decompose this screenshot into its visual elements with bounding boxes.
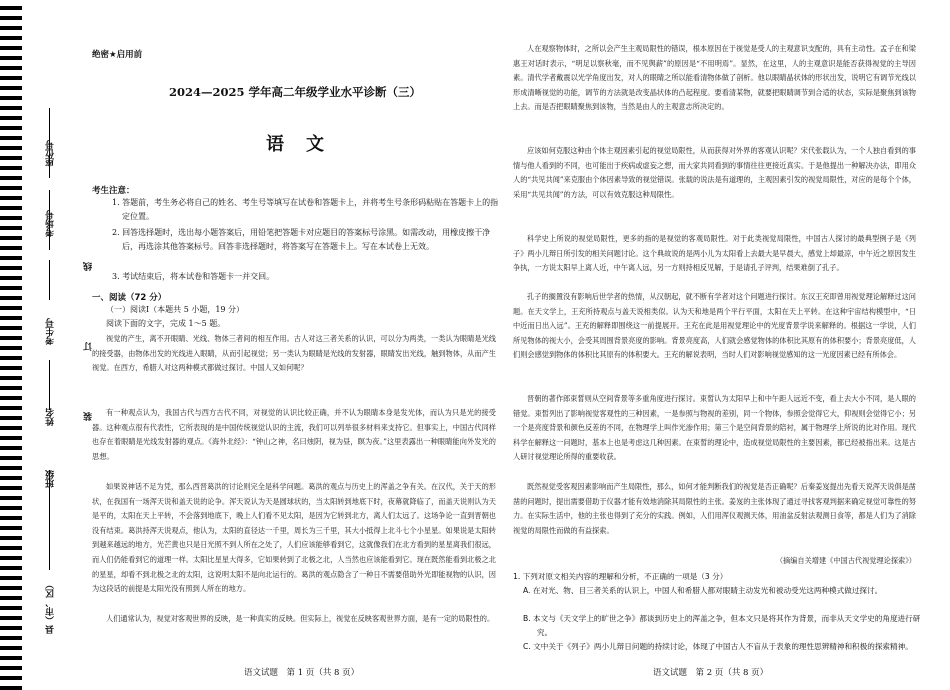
binding-stripe (0, 536, 22, 540)
binding-stripe (0, 436, 22, 440)
exam-title: 2024—2025 学年高二年级学业水平诊断（三） (168, 85, 421, 99)
binding-stripe (0, 346, 22, 350)
binding-stripe (0, 416, 22, 420)
binding-stripe (0, 576, 22, 580)
binding-stripe (0, 136, 22, 140)
section-heading: 一、阅读（72 分） (92, 293, 167, 303)
note-item: 2. 回答选择题时，选出每小题答案后，用铅笔把答题卡对应题目的答案标号涂黑。如需改动，用橡皮擦干净后，再选涂其他答案标号。回答非选择题时，将答案写在答题卡上。写在本试卷上无效。 (112, 228, 491, 251)
binding-stripe (0, 616, 22, 620)
binding-stripe (0, 426, 22, 430)
source-attribution: （摘编自关增建《中国古代视觉理论探索》） (775, 556, 916, 565)
option-b[interactable]: B. 本文与《天文学上的旷世之争》都谈到历史上的浑盖之争，但本文只是将其作为背景，而非从天文学史的角度进行研究。 (523, 614, 921, 637)
subject-title: 语文 (266, 134, 346, 155)
field-exam-id: 考生号 (46, 318, 56, 345)
binding-stripe (0, 306, 22, 310)
seal-mark-line: 线 (84, 262, 94, 271)
passage-paragraph: 视觉的产生，离不开眼睛、光线、物体三者间的相互作用。古人对这三者关系的认识，可以分为两类，一类认为眼睛是光线的接受器，由物体出发的光线进入眼睛，从而引起视觉；另一类认为眼睛是光线的发射器，眼睛发出光线，触到物体，从而产生视觉。在西方，希腊人对这两种模式都做过探讨。中国人又如何呢？ (92, 334, 496, 373)
binding-stripe (0, 526, 22, 530)
binding-stripe (0, 276, 22, 280)
binding-stripe (0, 666, 22, 670)
binding-stripe (0, 476, 22, 480)
binding-stripes (0, 0, 22, 688)
binding-stripe (0, 546, 22, 550)
binding-stripe (0, 456, 22, 460)
confidential-label: 绝密★启用前 (92, 50, 143, 60)
binding-stripe (0, 76, 22, 80)
binding-stripe (0, 356, 22, 360)
passage-paragraph: 有一种观点认为，我国古代与西方古代不同，对视觉的认识比较正确，并不认为眼睛本身是发光体，而认为只是光的接受器。这种观点很有代表性，它所表现的是中国传统视觉认识的主流，我们可以列举很多材料来支持它。但事实上，中国古代同样也存在着眼睛是光线发射器的观点。《海外北经》：“钟山之神，名曰烛阴，视为昼，瞑为夜。”这里表露出一种眼睛能向外发光的思想。 (92, 408, 496, 461)
passage-paragraph: 科学史上所说的视觉局限性，更多的指的是视觉的客观局限性。对于此类视觉局限性，中国古人探讨的最典型例子是《列子》两小儿辩日所引发的相关问题讨论。这个典故说的是两小儿为太阳看上去最大是早晨大，感觉上却最凉，中午近之原因发生争执，一方说太阳早上离人近，中午离人远，另一方则持相反见解，于是请孔子评判，结果难倒了孔子。 (513, 234, 916, 273)
binding-stripe (0, 196, 22, 200)
binding-stripe (0, 376, 22, 380)
binding-stripe (0, 186, 22, 190)
field-exam-room: 考场号 (46, 210, 56, 237)
page-footer: 语文试题 第 1 页（共 8 页） (244, 668, 360, 678)
binding-stripe (0, 506, 22, 510)
binding-stripe (0, 126, 22, 130)
binding-stripe (0, 36, 22, 40)
binding-stripe (0, 6, 22, 10)
binding-stripe (0, 146, 22, 150)
option-c[interactable]: C. 文中关于《列子》两小儿辩日问题的持续讨论，体现了中国古人不盲从于表象的理性思辨精神和积极的探索精神。 (523, 642, 913, 651)
question-stem: 1. 下列对原文相关内容的理解和分析，不正确的一项是（3 分） (513, 572, 728, 581)
option-a[interactable]: A. 在对光、物、目三者关系的认识上，中国人和希腊人都对眼睛主动发光和被动受光这两种模式做过探讨。 (523, 586, 883, 595)
binding-stripe (0, 596, 22, 600)
seal-mark-bind: 订 (84, 342, 94, 351)
binding-stripe (0, 406, 22, 410)
right-column (513, 0, 921, 688)
binding-stripe (0, 216, 22, 220)
binding-stripe (0, 56, 22, 60)
binding-stripe (0, 606, 22, 610)
binding-stripe (0, 296, 22, 300)
binding-stripe (0, 236, 22, 240)
binding-stripe (0, 566, 22, 570)
binding-stripe (0, 676, 22, 680)
binding-stripe (0, 516, 22, 520)
note-item: 1. 答题前，考生务必将自己的姓名、考生号等填写在试卷和答题卡上，并将考生号条形码粘贴在答题卡上的指定位置。 (112, 198, 499, 221)
field-seat-number: 座位号 (46, 140, 56, 167)
binding-line (49, 520, 50, 570)
binding-stripe (0, 466, 22, 470)
field-name: 姓名 (46, 408, 56, 426)
passage-paragraph: 人在观察物体时，之所以会产生主观局限性的错误，根本原因在于视觉是受人的主观意识支配的，具有主动性。孟子在和梁惠王对话时表示，“明足以察秋毫，而不见舆薪”的原因是“不用明焉”。显然，在这里，人的主观意识是能否获得视觉的主导因素。清代学者戴震以光学角度出发，对人的眼睛之所以能看清物体做了剖析。他以眼睛晶状体的形状出发，说明它有调节光线以形成清晰视觉的功能，调节的方法就是改变晶状体的凸起程度。要看清某物，就要把眼睛调节到合适的状态，实际是聚焦到该物上去。而是否把眼睛聚焦到该物，当然是由人的主观意志所决定的。 (513, 44, 916, 112)
binding-stripe (0, 286, 22, 290)
field-county: 县（市、区） (46, 580, 56, 634)
binding-stripe (0, 86, 22, 90)
binding-stripe (0, 686, 22, 690)
page-footer: 语文试题 第 2 页（共 8 页） (653, 668, 769, 678)
seal-mark-pack: 装 (84, 412, 94, 421)
binding-stripe (0, 206, 22, 210)
binding-stripe (0, 46, 22, 50)
binding-stripe (0, 636, 22, 640)
binding-line (49, 360, 50, 410)
subsection-heading: （一）阅读Ⅰ（本题共 5 小题，19 分） (106, 305, 245, 314)
note-item: 3. 考试结束后，将本试卷和答题卡一并交回。 (112, 272, 275, 281)
binding-line (49, 260, 50, 300)
binding-stripe (0, 326, 22, 330)
binding-stripe (0, 396, 22, 400)
binding-stripe (0, 166, 22, 170)
left-column (92, 0, 498, 688)
binding-stripe (0, 256, 22, 260)
binding-area (22, 0, 92, 688)
binding-stripe (0, 656, 22, 660)
passage-paragraph: 人们通常认为，视觉对客观世界的反映，是一种真实的反映。但实际上，视觉在反映客观世界方面，是有一定的局限性的。 (106, 614, 495, 623)
binding-stripe (0, 646, 22, 650)
binding-stripe (0, 116, 22, 120)
binding-stripe (0, 176, 22, 180)
binding-stripe (0, 246, 22, 250)
binding-stripe (0, 156, 22, 160)
binding-stripe (0, 496, 22, 500)
binding-stripe (0, 586, 22, 590)
passage-paragraph: 既然视觉受客观因素影响而产生局限性，那么，如何才能判断我们的视觉是否正确呢？后秦姜岌提出先看天说浑天说俱是凿凿的问题时，提出需要借助于仪器才能有效地消除其局限性的主张。姜岌的主张体现了通过寻找客观判据来确定视觉可靠性的努力。在实际生活中，他的主张也得到了充分的实践。例如，人们用浑仪观测天体，用油盆反射法观测日食等，都是人们为了消除视觉的局限性而做的有益探索。 (513, 482, 916, 535)
binding-stripe (0, 446, 22, 450)
passage-paragraph: 应该如何克服这种由个体主观因素引起的视觉局限性，从而获得对外界的客观认识呢？宋代张载认为，一个人独自看到的事情与他人看到的不同，也可能出于疾病或虚妄之想，而大家共同看到的事情往往更接近真实。于是他提出一种解决办法，即用众人的“共见共闻”来克服由个体因素导致的视觉错误。张载的说法是有道理的，主观因素引发的视觉局限性，对应的是每个个体，采用“共见共闻”的方法，可以有效克服这种局限性。 (513, 146, 916, 199)
field-class: 班级 (46, 470, 56, 488)
passage-paragraph: 如果说神话不足为凭，那么西晋葛洪的讨论则完全是科学问题。葛洪的观点与历史上的浑盖之争有关。在汉代，关于天的形状，在我国有一场浑天说和盖天说的论争。浑天说认为天是圆球状的，当太阳转到地底下时，夜幕就降临了，而盖天说则认为天是平的，太阳在天上平转，不会落到地底下，晚上人们看不见太阳，是因为它转到北方，离人们太远了。这场争论一直到晋朝也没有结束。葛洪持浑天说观点，他认为，太阳的直径达一千里，周长为三千里，其大小抵得上北斗七个小星星。如果说是太阳转到越来越远的地方，光芒黄也只是日光照不到人所在之处了，人们应该能够看到它，这就像我们在北方看到的星星离我们很远，而人们仍能看到它的道理一样。太阳比星星大得多，它如果转到了北极之北，人当然也应该能看到它。现在既然能看到北极之北的星星，却看不到北极之北的太阳，这说明太阳不是向北运行的。葛洪的观点隐含了一种日不需要借助外光即能视物的认识，因为这段话的前提是太阳光没有照到人所在的地方。 (92, 482, 496, 594)
binding-stripe (0, 66, 22, 70)
passage-paragraph: 孔子的搁置没有影响后世学者的热情，从汉朝起，就不断有学者对这个问题进行探讨。东汉王充即曾用视觉理论解释过这问题。在天文学上，王充所持观点与盖天说相类似。认为天和地是两个平行平面，太阳在天上平转。在这种宇宙结构模型中，“日中近而日出入远”。王充的解释即围绕这一前提展开。王充在此是用视觉理论中的光度背景学说来解释的。根据这一学说，人们所见物体的视大小，会受其周围背景亮度的影响。背景亮度高，人们就会感觉物体的体积比其原有的体积要小；背景亮度低，人们则会感觉到物体的体积比其原有的体积要大。王充的解说表明，当时人们对影响视觉感知的这一光度因素已经有所体会。 (513, 292, 916, 360)
binding-stripe (0, 26, 22, 30)
binding-stripe (0, 386, 22, 390)
binding-stripe (0, 316, 22, 320)
binding-stripe (0, 556, 22, 560)
binding-stripe (0, 266, 22, 270)
binding-stripe (0, 106, 22, 110)
binding-stripe (0, 16, 22, 20)
instruction-text: 阅读下面的文字，完成 1～5 题。 (106, 319, 226, 328)
binding-stripe (0, 366, 22, 370)
passage-paragraph: 晋朝的著作郎束皙则从空间背景等多重角度进行探讨。束皙认为太阳早上和中午距人远近不变，看上去大小不同，是人眼的错觉。束皙列出了影响视觉客观性的三种因素，一是参照与物视的差别，同一个物体，参照会觉得它大，仰视则会觉得它小；另一个是亮度背景和颜色反差的不同，在物理学上叫作光渗作用；第三个是空间背景的陪衬，属于物理学上所说的比对作用。现代科学在解释这一问题时，基本上也是考虑这几种因素。在束皙的理论中，造成视觉局限性的主要因素，都已经被指出来。这是古人研讨视觉理论所得的重要收获。 (513, 394, 916, 462)
binding-stripe (0, 486, 22, 490)
binding-stripe (0, 336, 22, 340)
notes-title: 考生注意： (92, 186, 135, 196)
binding-stripe (0, 626, 22, 630)
binding-stripe (0, 226, 22, 230)
binding-stripe (0, 96, 22, 100)
